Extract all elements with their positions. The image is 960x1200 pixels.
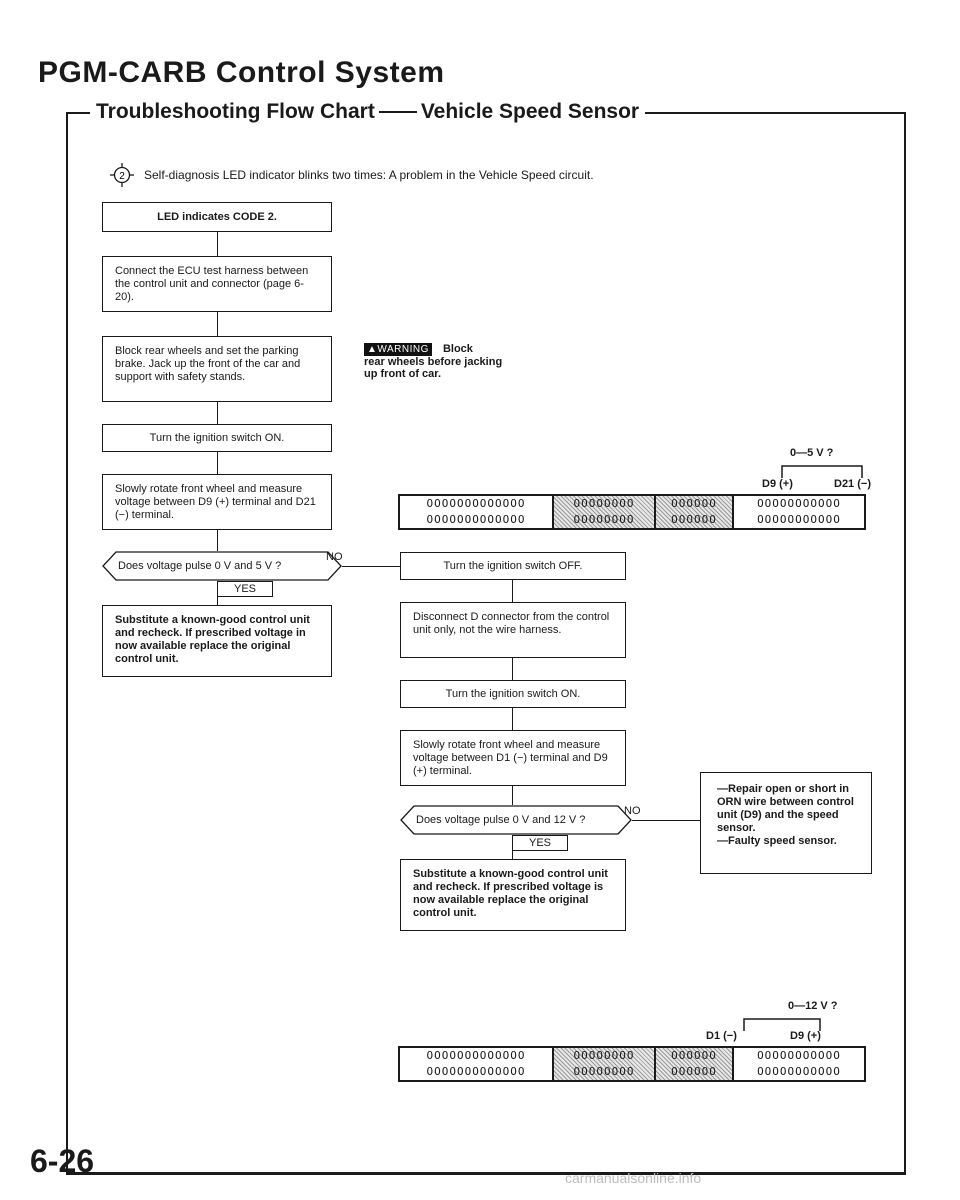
- flow-connector-line: [512, 580, 513, 602]
- intro-text: Self-diagnosis LED indicator blinks two times: A problem in the Vehicle Speed circuit.: [144, 168, 594, 182]
- connector2-section-d: [734, 1048, 864, 1080]
- pin-row: OOOOOOOOOOO: [757, 513, 841, 526]
- flow-connector-line: [632, 820, 700, 821]
- flow-connector-line: [512, 835, 513, 859]
- step-ignition-on-2: Turn the ignition switch ON.: [400, 680, 626, 708]
- connector1-section-b: [554, 496, 656, 528]
- pin-row: OOOOOOOO: [573, 497, 635, 510]
- connector-d-diagram-1: [398, 494, 866, 530]
- connector2-neg-label: D1 (−): [706, 1030, 737, 1042]
- page-title: PGM-CARB Control System: [38, 56, 445, 89]
- subtitle-right: Vehicle Speed Sensor: [420, 100, 640, 123]
- warning-note: [364, 343, 504, 380]
- decision-0-5v: [102, 551, 342, 581]
- connector1-bracket: [780, 460, 864, 480]
- subtitle-left: Troubleshooting Flow Chart: [96, 100, 375, 123]
- connector1-section-d: [734, 496, 864, 528]
- step-connect-harness: Connect the ECU test harness between the control unit and connector (page 6-20).: [102, 256, 332, 312]
- connector2-section-b: [554, 1048, 656, 1080]
- repair-line: —Faulty speed sensor.: [717, 835, 837, 847]
- flow-connector-line: [217, 530, 218, 551]
- svg-text:2: 2: [119, 171, 125, 182]
- decision-no-label: NO: [624, 805, 641, 817]
- step-ignition-off: Turn the ignition switch OFF.: [400, 552, 626, 580]
- decision-yes-label: YES: [512, 835, 568, 851]
- flow-connector-line: [217, 402, 218, 424]
- repair-note: [700, 772, 872, 874]
- subtitle-separator: [379, 111, 417, 113]
- connector1-neg-label: D21 (−): [834, 478, 871, 490]
- pin-row: OOOOOOOO: [573, 1065, 635, 1078]
- flow-connector-line: [217, 452, 218, 474]
- step-measure-voltage-2: Slowly rotate front wheel and measure voltage between D1 (−) terminal and D9 (+) terminal.: [400, 730, 626, 786]
- section-subtitle: [90, 100, 645, 124]
- pin-row: OOOOOOOO: [573, 1049, 635, 1062]
- watermark: carmanualsonline.info: [565, 1170, 702, 1186]
- decision-no-label: NO: [326, 551, 343, 563]
- page-number: 6-26: [30, 1143, 95, 1179]
- result-substitute-unit-2: Substitute a known-good control unit and recheck. If prescribed voltage is now available replace the original control unit.: [400, 859, 626, 931]
- flow-connector-line: [217, 312, 218, 336]
- decision-text: Does voltage pulse 0 V and 5 V ?: [118, 560, 282, 572]
- warning-text-body: rear wheels before jacking up front of car.: [364, 356, 503, 380]
- connector2-section-a: [400, 1048, 554, 1080]
- decision-yes-label: YES: [217, 581, 273, 597]
- pin-row: OOOOOO: [671, 497, 717, 510]
- connector1-section-c: [656, 496, 734, 528]
- code-symbol-icon: [110, 163, 134, 187]
- pin-row: OOOOOOOOOOOOO: [426, 513, 526, 526]
- step-led-code: LED indicates CODE 2.: [102, 202, 332, 232]
- flow-connector-line: [217, 581, 218, 605]
- connector-d-diagram-2: [398, 1046, 866, 1082]
- repair-line: —Repair open or short in ORN wire between control unit (D9) and the speed sensor.: [717, 783, 854, 834]
- step-measure-voltage: Slowly rotate front wheel and measure voltage between D9 (+) terminal and D21 (−) terminal.: [102, 474, 332, 530]
- step-block-wheels: Block rear wheels and set the parking brake. Jack up the front of the car and support with safety stands.: [102, 336, 332, 402]
- step-disconnect-connector: Disconnect D connector from the control unit only, not the wire harness.: [400, 602, 626, 658]
- connector2-section-c: [656, 1048, 734, 1080]
- result-substitute-unit: Substitute a known-good control unit and recheck. If prescribed voltage in now available replace the original control unit.: [102, 605, 332, 677]
- flow-connector-line: [342, 566, 400, 567]
- pin-row: OOOOOOOOOOOOO: [426, 1049, 526, 1062]
- pin-row: OOOOOOOOOOO: [757, 497, 841, 510]
- decision-0-12v: [400, 805, 632, 835]
- pin-row: OOOOOOOOOOOOO: [426, 1065, 526, 1078]
- step-ignition-on: Turn the ignition switch ON.: [102, 424, 332, 452]
- pin-row: OOOOOOOOOOOOO: [426, 497, 526, 510]
- connector2-pos-label: D9 (+): [790, 1030, 821, 1042]
- flow-connector-line: [512, 786, 513, 805]
- warning-badge-icon: ▲WARNING: [364, 343, 432, 356]
- pin-row: OOOOOO: [671, 1049, 717, 1062]
- flow-connector-line: [512, 658, 513, 680]
- pin-row: OOOOOOOOOOO: [757, 1049, 841, 1062]
- decision-text: Does voltage pulse 0 V and 12 V ?: [416, 814, 586, 826]
- flow-connector-line: [512, 708, 513, 730]
- warning-text-head: Block: [442, 343, 473, 355]
- connector1-section-a: [400, 496, 554, 528]
- connector1-pos-label: D9 (+): [762, 478, 793, 490]
- pin-row: OOOOOOOOOOO: [757, 1065, 841, 1078]
- flow-connector-line: [217, 232, 218, 256]
- pin-row: OOOOOO: [671, 513, 717, 526]
- connector1-question: 0—5 V ?: [790, 447, 834, 459]
- connector2-question: 0—12 V ?: [788, 1000, 838, 1012]
- pin-row: OOOOOO: [671, 1065, 717, 1078]
- pin-row: OOOOOOOO: [573, 513, 635, 526]
